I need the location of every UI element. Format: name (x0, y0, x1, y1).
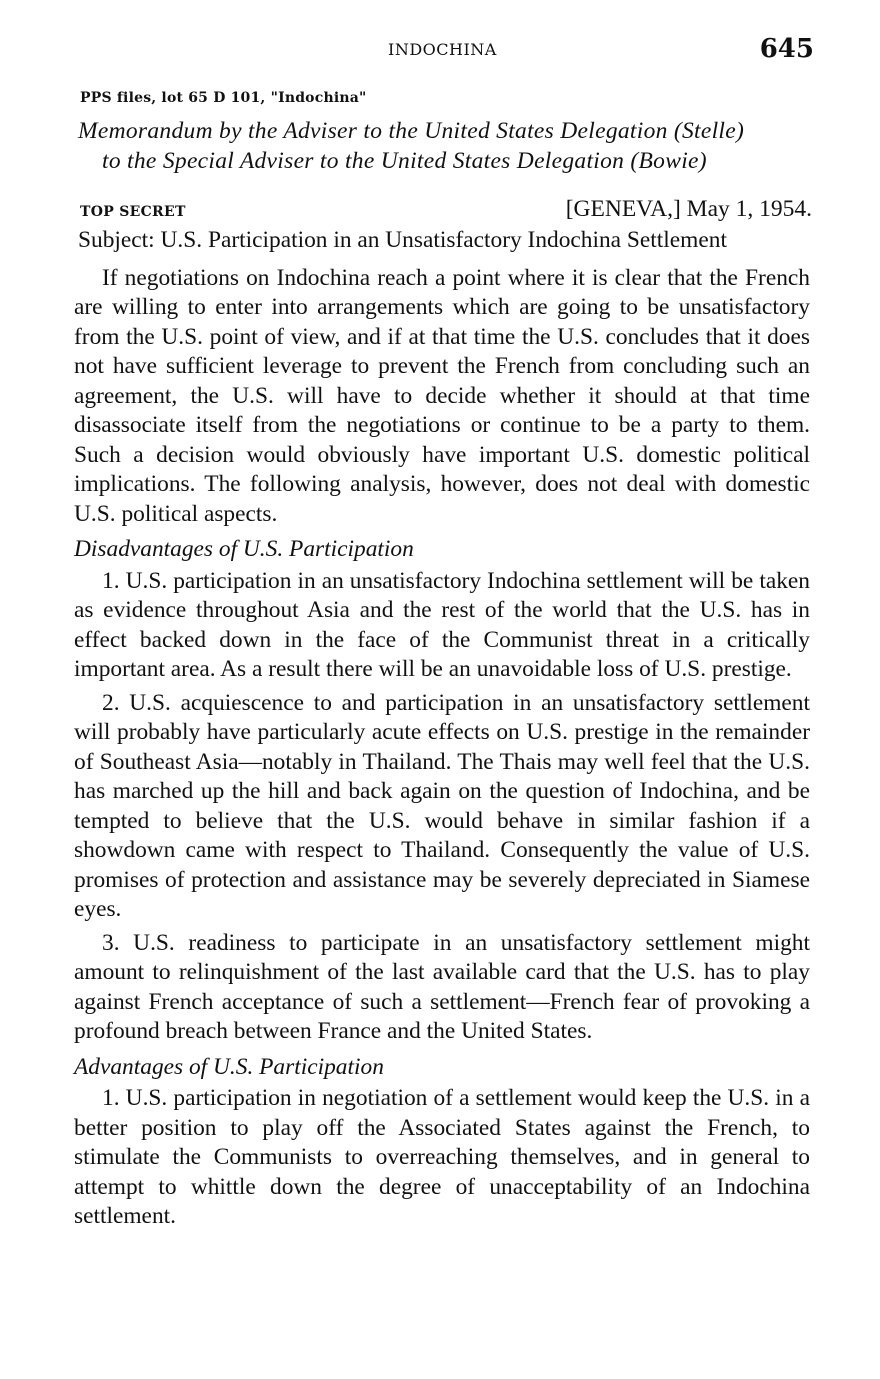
subject-line: Subject: U.S. Participation in an Unsatisfactory Indochina Settlement (78, 227, 727, 253)
running-title: INDOCHINA (388, 40, 497, 59)
document-title-line-2: to the Special Adviser to the United States Delegation (Bowie) (102, 148, 707, 174)
classification-label: TOP SECRET (80, 204, 186, 220)
document-title (78, 116, 818, 176)
document-meta (78, 196, 812, 224)
list-item: 1. U.S. participation in an unsatisfactory Indochina settlement will be taken as evidence throughout Asia and the rest of the world that the U.S. has in effect backed down in the face of the Communist threat in a critically important area. As a result there will be an unavoidable loss of U.S. prestige. (74, 567, 810, 682)
document-body (74, 226, 810, 1232)
list-item: 3. U.S. readiness to participate in an unsatisfactory settlement might amount to relinquishment of the last available card that the U.S. has to play against French acceptance of such a settlement—French fear of provoking a profound breach between France and the United States. (74, 929, 810, 1044)
running-header (0, 36, 880, 66)
section-heading: Disadvantages of U.S. Participation (74, 536, 414, 562)
intro-paragraph: If negotiations on Indochina reach a point where it is clear that the French are willing to enter into arrangements which are going to be unsatisfactory from the U.S. point of view, and if at that time the U.S. concludes that it does not have sufficient leverage to prevent the French from concluding such an agreement, the U.S. will have to decide whether it should at that time disassociate itself from the negotiations or continue to be a party to them. Such a decision would obviously have important U.S. domestic political implications. The following analysis, however, does not deal with domestic U.S. political aspects. (74, 264, 810, 527)
dateline: [GENEVA,] May 1, 1954. (565, 196, 812, 222)
section-advantages (74, 1053, 810, 1232)
list-item: 2. U.S. acquiescence to and participation in an unsatisfactory settlement will probably have particularly acute effects on U.S. prestige in the remainder of Southeast Asia—notably in Thailand. The Thais may well feel that the U.S. has marched up the hill and back again on the question of Indochina, and be tempted to believe that the U.S. would behave in similar fashion if a showdown came with respect to Thailand. Consequently the value of U.S. promises of protection and assistance may be severely depreciated in Siamese eyes. (74, 689, 810, 922)
page-number: 645 (759, 34, 814, 64)
section-disadvantages (74, 535, 810, 1047)
source-citation: PPS files, lot 65 D 101, "Indochina" (80, 90, 367, 106)
document-title-line-1: Memorandum by the Adviser to the United States Delegation (Stelle) (78, 118, 745, 144)
list-item: 1. U.S. participation in negotiation of a settlement would keep the U.S. in a better position to play off the Associated States against the French, to stimulate the Communists to overreaching themselves, and in general to attempt to whittle down the degree of unacceptability of an Indochina settlement. (74, 1085, 810, 1229)
section-heading: Advantages of U.S. Participation (74, 1053, 384, 1080)
